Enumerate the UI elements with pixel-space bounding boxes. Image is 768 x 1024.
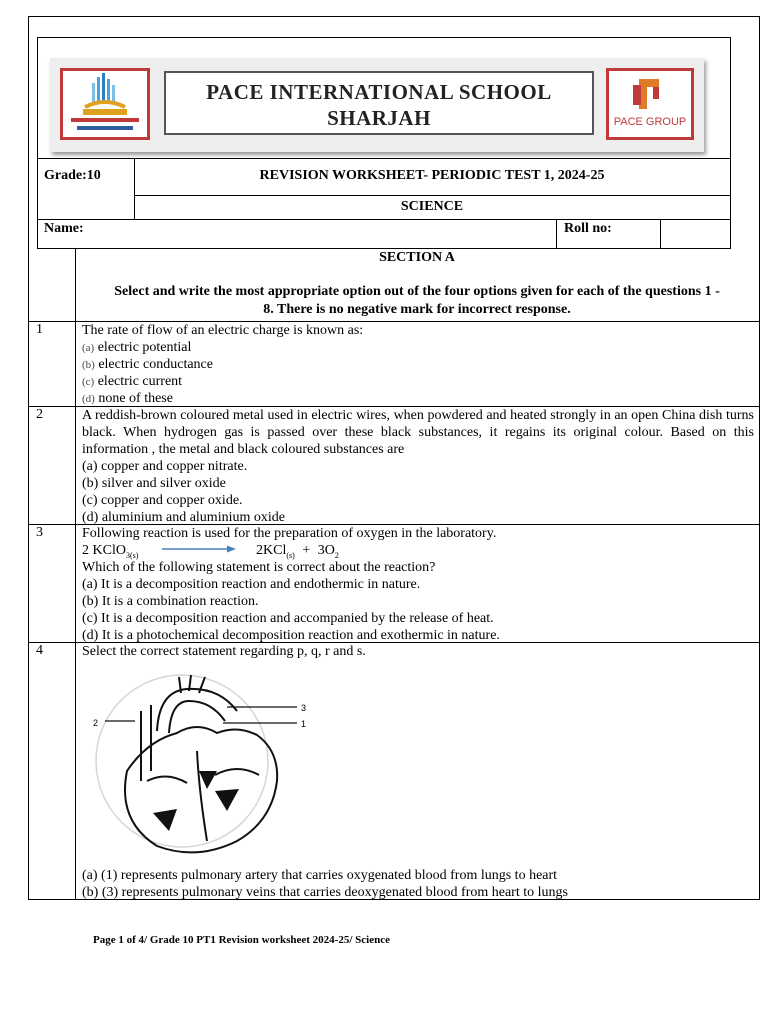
- questions-table: [29, 249, 759, 900]
- reaction-arrow-icon: [161, 544, 237, 554]
- grade-label: Grade:10: [44, 168, 101, 183]
- question-1-text: The rate of flow of an electric charge is known as:: [82, 323, 364, 338]
- option-label: (c): [82, 376, 95, 388]
- question-1-option-c: [82, 373, 754, 391]
- equation-reactant: 2 KClO: [82, 543, 126, 558]
- roll-label: Roll no:: [564, 221, 612, 236]
- section-instructions-line2: 8. There is no negative mark for incorrect response.: [263, 302, 571, 317]
- question-4-option-a: (a) (1) represents pulmonary artery that carries oxygenated blood from lungs to heart: [82, 868, 558, 883]
- school-name: [164, 71, 594, 135]
- question-2-option-b: (b) silver and silver oxide: [82, 476, 226, 491]
- number-column-divider: [75, 249, 76, 900]
- question-3-text: Following reaction is used for the preparation of oxygen in the laboratory.: [82, 526, 497, 541]
- diagram-label: 3: [301, 703, 307, 713]
- option-label: (b): [82, 359, 95, 371]
- school-logo: [60, 68, 150, 140]
- equation-reactant-state: 3(s): [125, 550, 139, 560]
- equation-product-1-state: (s): [286, 550, 295, 560]
- equation-plus: +: [302, 543, 311, 558]
- worksheet-title: REVISION WORKSHEET- PERIODIC TEST 1, 2024-25: [259, 168, 605, 183]
- equation-product-2: 3O: [317, 543, 335, 558]
- question-2-option-c: (c) copper and copper oxide.: [82, 493, 243, 508]
- question-2-text: A reddish-brown coloured metal used in electric wires, when powdered and heated strongly in an open China dish turns black. When hydrogen gas is passed over these black substances, it regains its original colour. Based on this information , the metal and black coloured substances are: [82, 408, 754, 457]
- school-banner: [50, 58, 704, 152]
- pace-group-logo-icon: [609, 71, 691, 137]
- subject-divider: [134, 195, 730, 196]
- school-name-line2: SHARJAH: [327, 106, 431, 130]
- svg-text:PACE GROUP: PACE GROUP: [613, 116, 687, 128]
- option-text: electric conductance: [98, 357, 213, 372]
- header-box: [37, 37, 731, 249]
- question-1-option-b: [82, 356, 754, 374]
- roll-divider-right: [660, 219, 661, 249]
- question-2-option-d: (d) aluminium and aluminium oxide: [82, 510, 285, 525]
- option-text: electric current: [97, 374, 183, 389]
- question-3-option-d: (d) It is a photochemical decomposition reaction and exothermic in nature.: [82, 628, 500, 643]
- school-name-line1: PACE INTERNATIONAL SCHOOL: [206, 80, 552, 104]
- page-frame: [28, 16, 760, 900]
- question-3-question: Which of the following statement is correct about the reaction?: [82, 560, 436, 575]
- question-3-option-c: (c) It is a decomposition reaction and accompanied by the release of heat.: [82, 611, 494, 626]
- question-3-option-a: (a) It is a decomposition reaction and endothermic in nature.: [82, 577, 421, 592]
- roll-divider-left: [556, 219, 557, 249]
- question-number: 3: [36, 525, 43, 540]
- section-title: SECTION A: [379, 250, 455, 265]
- page-footer: Page 1 of 4/ Grade 10 PT1 Revision worksheet 2024-25/ Science: [93, 934, 390, 946]
- question-1-option-a: [82, 339, 754, 357]
- option-text: electric potential: [97, 340, 192, 355]
- option-label: (d): [82, 393, 95, 405]
- question-number: 4: [36, 643, 43, 658]
- question-4-option-b: (b) (3) represents pulmonary veins that carries deoxygenated blood from heart to lungs: [82, 885, 568, 900]
- name-label: Name:: [44, 221, 84, 236]
- subject-label: SCIENCE: [400, 199, 464, 214]
- diagram-label: 2: [93, 718, 99, 728]
- header-divider: [38, 158, 730, 159]
- diagram-label: 1: [301, 719, 307, 729]
- question-number: 2: [36, 407, 43, 422]
- school-logo-icon: [63, 71, 147, 137]
- question-3-option-b: (b) It is a combination reaction.: [82, 594, 259, 609]
- option-text: none of these: [98, 391, 173, 406]
- equation-product-2-sub: 2: [334, 550, 339, 560]
- section-instructions-line1: Select and write the most appropriate option out of the four options given for each of the questions 1 -: [114, 284, 720, 299]
- option-label: (a): [82, 342, 95, 354]
- question-number: 1: [36, 322, 43, 337]
- pace-group-logo: [606, 68, 694, 140]
- question-4-text: Select the correct statement regarding p, q, r and s.: [82, 644, 366, 659]
- question-2-option-a: (a) copper and copper nitrate.: [82, 459, 248, 474]
- heart-diagram: [87, 671, 317, 861]
- name-divider: [38, 219, 730, 220]
- equation-product-1: 2KCl: [256, 543, 287, 558]
